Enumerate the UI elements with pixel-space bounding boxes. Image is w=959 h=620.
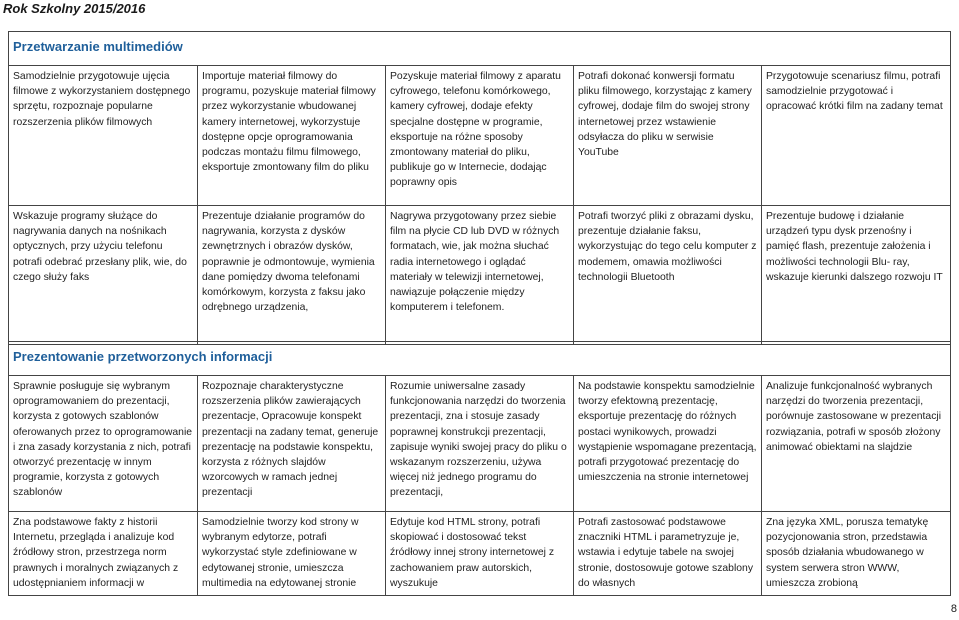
- table-cell: Sprawnie posługuje się wybranym oprogramowaniem do prezentacji, korzysta z gotowych szablonów oferowanych przez to oprogramowanie i zna zasady korzystania z nich, potrafi otworzyć prezentację w innym programie, korzysta z gotowych szablonów: [9, 376, 198, 512]
- table-cell: Potrafi zastosować podstawowe znaczniki HTML i parametryzuje je, wstawia i edytuje tabele na swojej stronie, dostosowuje gotowe szablony do własnych: [574, 512, 762, 596]
- table-cell: Importuje materiał filmowy do programu, pozyskuje materiał filmowy przez wykorzystanie wbudowanej kamery internetowej, wykorzystuje dostępne opcje oprogramowania podczas montażu filmu filmowego, eksportuje zmontowany film do pliku: [198, 66, 386, 206]
- table-cell: Na podstawie konspektu samodzielnie tworzy efektowną prezentację, eksportuje prezentację do różnych postaci wynikowych, prowadzi wystąpienie wspomagane prezentacją, potrafi przygotować prezentację do umieszczenia na stronie internetowej: [574, 376, 762, 512]
- table-cell: Przygotowuje scenariusz filmu, potrafi samodzielnie przygotować i opracować krótki film na zadany temat: [762, 66, 951, 206]
- table-cell: Samodzielnie tworzy kod strony w wybranym edytorze, potrafi wykorzystać style zdefiniowane w edytowanej stronie, umieszcza multimedia na edytowanej stronie: [198, 512, 386, 596]
- table-cell: Wskazuje programy służące do nagrywania danych na nośnikach optycznych, przy użyciu telefonu potrafi odebrać przesłany plik, wie, do czego służy faks: [9, 206, 198, 345]
- table-cell: Rozpoznaje charakterystyczne rozszerzenia plików zawierających prezentacje, Opracowuje konspekt prezentacji na zadany temat, generuje prezentację na podstawie konspektu, korzysta z różnych slajdów wzorcowych w ramach jednej prezentacji: [198, 376, 386, 512]
- page-header-title: Rok Szkolny 2015/2016: [3, 1, 146, 16]
- page-number: 8: [950, 603, 957, 615]
- table-cell: Rozumie uniwersalne zasady funkcjonowania narzędzi do tworzenia prezentacji, zna i stosuje zasady poprawnej konstrukcji prezentacji, zapisuje wyniki swojej pracy do pliku o wskazanym rozszerzeniu, używa więcej niż jednego programu do prezentacji,: [386, 376, 574, 512]
- table-cell: Edytuje kod HTML strony, potrafi skopiować i dostosować tekst źródłowy innej strony internetowej z zachowaniem praw autorskich, wyszukuje: [386, 512, 574, 596]
- section-table-presentations: [8, 341, 951, 596]
- table-cell: Prezentuje budowę i działanie urządzeń typu dysk przenośny i pamięć flash, prezentuje założenia i możliwości technologii Blu- ray, wskazuje kierunki dalszego rozwoju IT: [762, 206, 951, 345]
- section-title: Prezentowanie przetworzonych informacji: [9, 342, 951, 376]
- table-cell: Potrafi tworzyć pliki z obrazami dysku, prezentuje działanie faksu, wykorzystując do tego celu komputer z modemem, omawia możliwości technologii Bluetooth: [574, 206, 762, 345]
- table-cell: Prezentuje działanie programów do nagrywania, korzysta z dysków zewnętrznych i obrazów dysków, poprawnie je odmontowuje, wymienia dane pomiędzy dwoma telefonami komórkowym, korzysta z faksu jako odrębnego urządzenia,: [198, 206, 386, 345]
- section-table-multimedia: [8, 31, 951, 345]
- table-cell: Zna języka XML, porusza tematykę pozycjonowania stron, przedstawia sposób działania wbudowanego w system serwera stron WWW, umieszcza zrobioną: [762, 512, 951, 596]
- section-title: Przetwarzanie multimediów: [9, 32, 951, 66]
- table-cell: Nagrywa przygotowany przez siebie film na płycie CD lub DVD w różnych formatach, wie, jak można słuchać radia internetowego i oglądać materiały w telewizji internetowej, nawiązuje połączenie między komputerem i telefonem.: [386, 206, 574, 345]
- table-cell: Potrafi dokonać konwersji formatu pliku filmowego, korzystając z kamery cyfrowej, dodaje film do swojej strony internetowej przez wstawienie odsyłacza do pliku w serwisie YouTube: [574, 66, 762, 206]
- table-cell: Zna podstawowe fakty z historii Internetu, przegląda i analizuje kod źródłowy stron, przestrzega norm prawnych i moralnych związanych z udostępnianiem informacji w: [9, 512, 198, 596]
- table-cell: Pozyskuje materiał filmowy z aparatu cyfrowego, telefonu komórkowego, kamery cyfrowej, dodaje efekty specjalne dostępne w programie, eksportuje na różne sposoby zmontowany materiał do pliku, publikuje go w Internecie, dodając poprawny opis: [386, 66, 574, 206]
- table-cell: Analizuje funkcjonalność wybranych narzędzi do tworzenia prezentacji, porównuje zastosowane w prezentacji rozwiązania, potrafi w sposób złożony animować obiektami na slajdzie: [762, 376, 951, 512]
- table-cell: Samodzielnie przygotowuje ujęcia filmowe z wykorzystaniem dostępnego sprzętu, rozpoznaje popularne rozszerzenia plików filmowych: [9, 66, 198, 206]
